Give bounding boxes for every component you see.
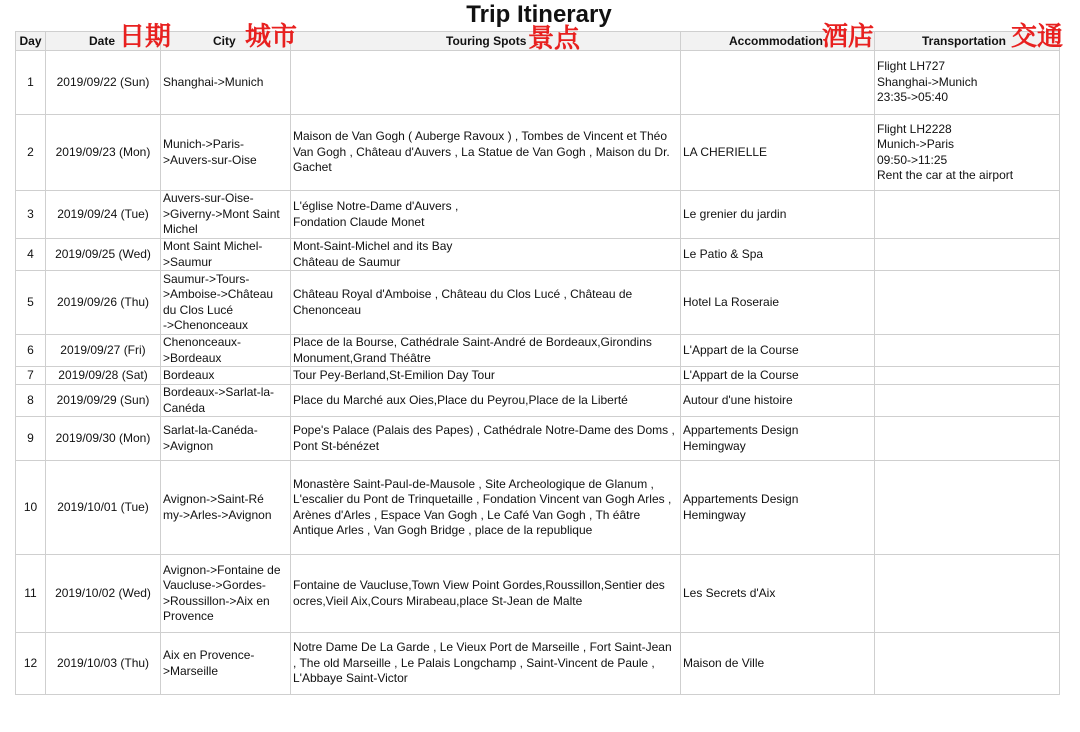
- city-cell: Auvers-sur-Oise- >Giverny->Mont Saint Michel: [161, 191, 291, 239]
- spots-cell: Pope's Palace (Palais des Papes) , Cathédrale Notre-Dame des Doms , Pont St-bénézet: [291, 417, 681, 461]
- city-cell: Aix en Provence- >Marseille: [161, 633, 291, 695]
- date-cell: 2019/09/27 (Fri): [46, 335, 161, 367]
- day-cell: 12: [16, 633, 46, 695]
- city-cell: Avignon->Saint-Ré my->Arles->Avignon: [161, 461, 291, 555]
- spots-cell: L'église Notre-Dame d'Auvers , Fondation Claude Monet: [291, 191, 681, 239]
- spots-cell: Place du Marché aux Oies,Place du Peyrou,Place de la Liberté: [291, 385, 681, 417]
- day-cell: 7: [16, 367, 46, 385]
- accommodation-cell: Hotel La Roseraie: [681, 271, 875, 335]
- transportation-cell: [875, 367, 1060, 385]
- city-cell: Avignon->Fontaine de Vaucluse->Gordes- >Roussillon->Aix en Provence: [161, 555, 291, 633]
- city-cell: Saumur->Tours- >Amboise->Château du Clos Lucé ->Chenonceaux: [161, 271, 291, 335]
- date-cn-label: 日期: [119, 21, 172, 51]
- header-accommodation: Accommodation: [681, 32, 875, 51]
- day-cell: 4: [16, 239, 46, 271]
- day-cell: 10: [16, 461, 46, 555]
- day-cell: 6: [16, 335, 46, 367]
- transportation-cell: [875, 417, 1060, 461]
- date-cell: 2019/09/30 (Mon): [46, 417, 161, 461]
- spots-cell: Mont-Saint-Michel and its Bay Château de Saumur: [291, 239, 681, 271]
- transportation-cell: [875, 239, 1060, 271]
- transportation-cell: [875, 271, 1060, 335]
- table-row: [16, 115, 1060, 191]
- transportation-cell: Flight LH727 Shanghai->Munich 23:35->05:40: [875, 51, 1060, 115]
- date-cell: 2019/10/01 (Tue): [46, 461, 161, 555]
- city-cell: Bordeaux: [161, 367, 291, 385]
- transportation-cell: [875, 385, 1060, 417]
- table-row: [16, 555, 1060, 633]
- table-row: [16, 51, 1060, 115]
- accommodation-cell: Maison de Ville: [681, 633, 875, 695]
- accommodation-cell: L'Appart de la Course: [681, 335, 875, 367]
- transportation-cn-label: 交通: [1011, 21, 1064, 51]
- table-row: [16, 461, 1060, 555]
- city-cell: Mont Saint Michel- >Saumur: [161, 239, 291, 271]
- header-date: Date: [46, 32, 161, 51]
- date-cell: 2019/09/22 (Sun): [46, 51, 161, 115]
- spots-cell: Monastère Saint-Paul-de-Mausole , Site Archeologique de Glanum , L'escalier du Pont de Trinquetaille , Fondation Vincent van Gogh Arles , Arènes d'Arles , Espace Van Gogh , Le Café Van Gogh , Th éâtre Antique Arles , Van Gogh Bridge , place de la republique: [291, 461, 681, 555]
- day-cell: 1: [16, 51, 46, 115]
- table-row: [16, 417, 1060, 461]
- transportation-cell: Flight LH2228 Munich->Paris 09:50->11:25 Rent the car at the airport: [875, 115, 1060, 191]
- date-cell: 2019/09/28 (Sat): [46, 367, 161, 385]
- header-city: City: [161, 32, 291, 51]
- day-cell: 11: [16, 555, 46, 633]
- spots-cell: Château Royal d'Amboise , Château du Clos Lucé , Château de Chenonceau: [291, 271, 681, 335]
- city-cell: Sarlat-la-Canéda- >Avignon: [161, 417, 291, 461]
- day-cell: 5: [16, 271, 46, 335]
- table-row: [16, 191, 1060, 239]
- date-cell: 2019/09/29 (Sun): [46, 385, 161, 417]
- table-row: [16, 335, 1060, 367]
- table-row: [16, 633, 1060, 695]
- header-touring-spots: Touring Spots: [291, 32, 681, 51]
- spots-cell: Maison de Van Gogh ( Auberge Ravoux ) , Tombes de Vincent et Théo Van Gogh , Château d'Auvers , La Statue de Van Gogh , Maison du Dr. Gachet: [291, 115, 681, 191]
- transportation-cell: [875, 461, 1060, 555]
- accommodation-cell: LA CHERIELLE: [681, 115, 875, 191]
- date-cell: 2019/09/24 (Tue): [46, 191, 161, 239]
- day-cell: 9: [16, 417, 46, 461]
- day-cell: 2: [16, 115, 46, 191]
- accommodation-cell: L'Appart de la Course: [681, 367, 875, 385]
- table-row: [16, 367, 1060, 385]
- date-cell: 2019/10/03 (Thu): [46, 633, 161, 695]
- accommodation-cell: [681, 51, 875, 115]
- table-row: [16, 385, 1060, 417]
- date-cell: 2019/10/02 (Wed): [46, 555, 161, 633]
- accommodation-cell: Appartements Design Hemingway: [681, 461, 875, 555]
- date-cell: 2019/09/26 (Thu): [46, 271, 161, 335]
- spots-cn-label: 景点: [528, 23, 581, 53]
- accommodation-cell: Le grenier du jardin: [681, 191, 875, 239]
- table-row: [16, 239, 1060, 271]
- city-cell: Shanghai->Munich: [161, 51, 291, 115]
- date-cell: 2019/09/23 (Mon): [46, 115, 161, 191]
- page-title: Trip Itinerary: [466, 1, 612, 28]
- transportation-cell: [875, 633, 1060, 695]
- city-cell: Munich->Paris- >Auvers-sur-Oise: [161, 115, 291, 191]
- transportation-cell: [875, 555, 1060, 633]
- itinerary-table: [15, 31, 1060, 695]
- transportation-cell: [875, 335, 1060, 367]
- accommodation-cell: Le Patio & Spa: [681, 239, 875, 271]
- transportation-cell: [875, 191, 1060, 239]
- city-cell: Chenonceaux- >Bordeaux: [161, 335, 291, 367]
- day-cell: 3: [16, 191, 46, 239]
- header-transportation: Transportation: [875, 32, 1060, 51]
- accommodation-cell: Autour d'une histoire: [681, 385, 875, 417]
- spots-cell: Tour Pey-Berland,St-Emilion Day Tour: [291, 367, 681, 385]
- spots-cell: Notre Dame De La Garde , Le Vieux Port de Marseille , Fort Saint-Jean , The old Marseille , Le Palais Longchamp , Saint-Vincent de Paule , L'Abbaye Saint-Victor: [291, 633, 681, 695]
- spots-cell: Fontaine de Vaucluse,Town View Point Gordes,Roussillon,Sentier des ocres,Vieil Aix,Cours Mirabeau,place St-Jean de Malte: [291, 555, 681, 633]
- day-cell: 8: [16, 385, 46, 417]
- accommodation-cn-label: 酒店: [822, 21, 875, 51]
- city-cn-label: 城市: [245, 21, 298, 51]
- header-day: Day: [16, 32, 46, 51]
- city-cell: Bordeaux->Sarlat-la- Canéda: [161, 385, 291, 417]
- date-cell: 2019/09/25 (Wed): [46, 239, 161, 271]
- spots-cell: [291, 51, 681, 115]
- spots-cell: Place de la Bourse, Cathédrale Saint-André de Bordeaux,Girondins Monument,Grand Théâtre: [291, 335, 681, 367]
- accommodation-cell: Les Secrets d'Aix: [681, 555, 875, 633]
- accommodation-cell: Appartements Design Hemingway: [681, 417, 875, 461]
- table-row: [16, 271, 1060, 335]
